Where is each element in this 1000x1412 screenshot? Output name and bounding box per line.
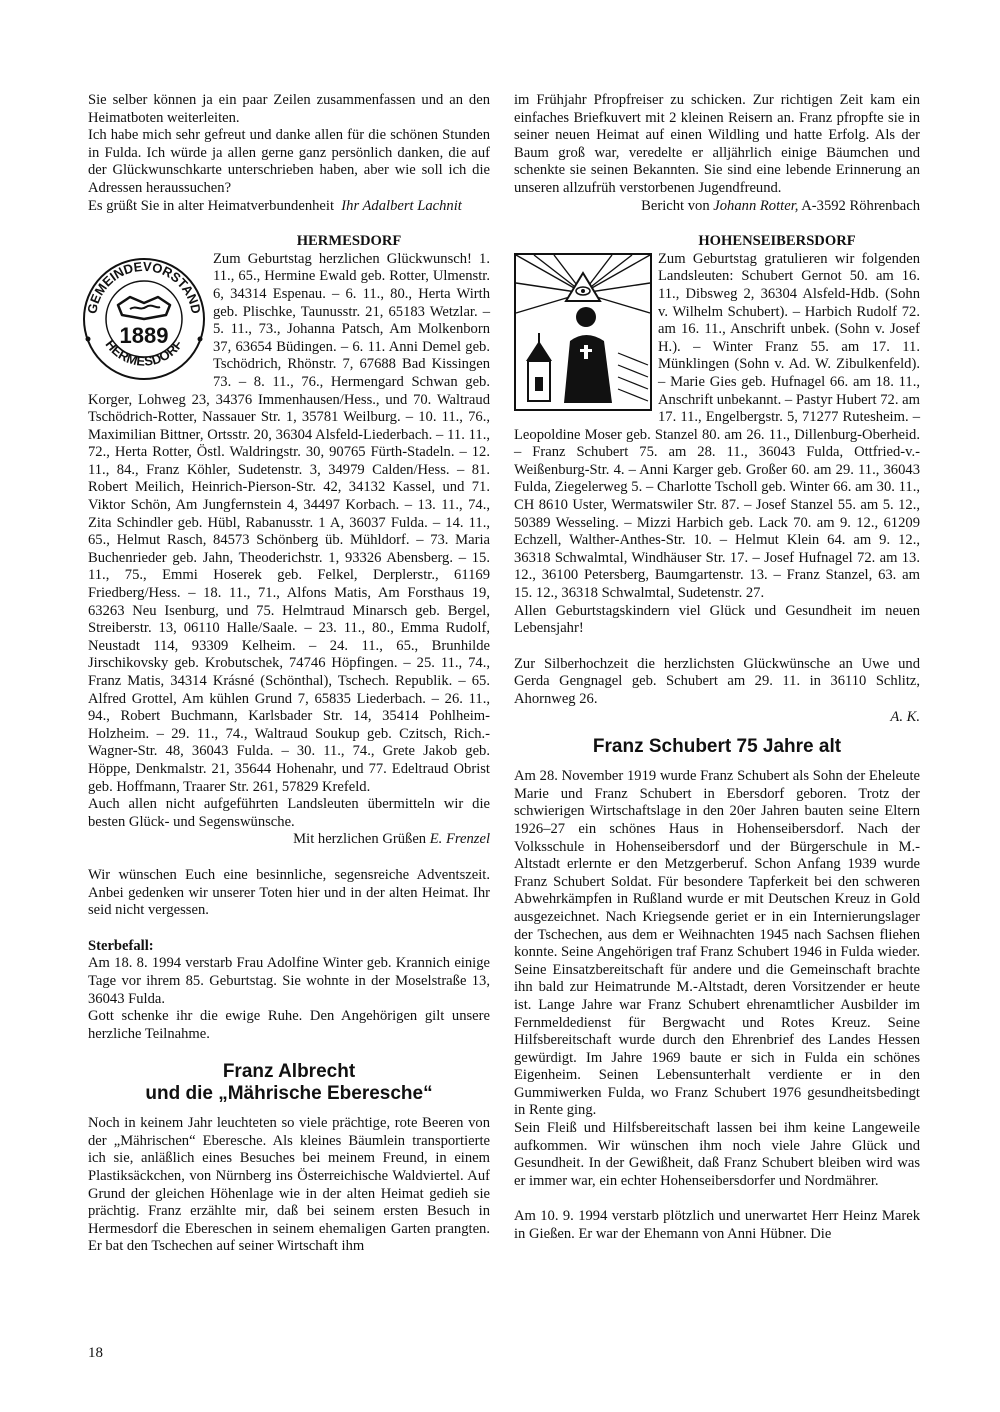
- albrecht-title-line2: und die „Mährische Eberesche“: [145, 1083, 433, 1105]
- report-author: Johann Rotter,: [713, 197, 799, 214]
- eberesche-continuation: im Frühjahr Pfropfreiser zu schicken. Zur richtigen Zeit kam ein einfaches Briefkuvert mit 2 kleinen Reisern an. Franz pfropfte sie in seiner neuen Heimat auf einen Wildling und hatte Erfolg. Als der Baum groß war, veredelte er alljährlich einige Bäumchen und schenkte sie seinen Bekannten. Sie sind eine lebende Erinnerung an unseren allzufrüh verstorbenen Jugendfreund.: [514, 92, 920, 196]
- greeting-signature: Ihr Adalbert Lachnit: [341, 197, 462, 214]
- birthday-wish: Allen Geburtstagskindern viel Glück und Gesundheit im neuen Lebensjahr!: [514, 602, 920, 637]
- intro-paragraph: Sie selber können ja ein paar Zeilen zusammenfassen und an den Heimatboten weiterleiten.: [88, 92, 490, 126]
- svg-text:GEMEINDEVORSTAND: [84, 259, 204, 315]
- seal-top-text: GEMEINDEVORSTAND: [84, 258, 204, 315]
- condolence-paragraph: Gott schenke ihr die ewige Ruhe. Den Angehörigen gilt unsere herzliche Teilnahme.: [88, 1008, 490, 1042]
- hermesdorf-heading: HERMESDORF: [296, 233, 402, 250]
- closing-paragraph: Auch allen nicht aufgeführten Landsleuten übermitteln wir die besten Glück- und Segenswünsche.: [88, 796, 490, 830]
- hermesdorf-birthdays: Zum Geburtstag herzlichen Glückwunsch! 1. 11., 65., Hermine Ewald geb. Rotter, Ulmenstr. 6, 34314 Espenau. – 6. 11., 80., Herta Wirth geb. Plischke, Taunusstr. 21, 65183 Wetzlar. – 5. 11., 73., Johanna Patsch, Am Molkenborn 37, 63654 Büdingen. – 6. 11. Anni Demel geb. Tschödrich, Rhönstr. 7, 67688 Bad Kissingen 73. – 8. 11., 76., Hermengard Schwan geb. Korger, Lohweg 23, 34376 Immenhausen/Hess., und 70. Waltraud Tschödrich-Rotter, Nassauer Str. 1, 35781 Weilburg. – 10. 11., 76., Maximilian Bittner, Ortsstr. 20, 36304 Alsfeld-Liederbach. – 11. 11., 72., Herta Rotter, Östl. Waldringstr. 30, 90765 Fürth-Stadeln. – 12. 11., 84., Franz Köhler, Sudetenstr. 3, 34979 Calden/Hess. – 81. Robert Meilich, Heinrich-Pierson-Str. 42, 34132 Kassel, und 71. Viktor Schön, Am Jungfernstein 4, 34497 Korbach. – 13. 11., 74., Zita Schindler geb. Hübl, Rabanusstr. 1 A, 36037 Fulda. – 14. 11., 65., Helmut Rasch, 84573 Schönberg üb. Mühldorf. – 73. Maria Buchenrieder geb. Jahn, Theoderichstr. 1, 93326 Abensberg. – 15. 11., 75., Emmi Hoserek geb. Felkel, Derplerstr., 61169 Friedberg/Hess. – 18. 11., 71., Alfons Matis, Am Forsthaus 19, 63263 Neu Isenburg, und 75. Helmtraud Minarsch geb. Bergel, Streiberstr. 13, 06110 Halle/Saale. – 23. 11., 80., Emma Rudolf, Neustadt 114, 93309 Kelheim. – 24. 11., 65., Brunhilde Jirschikovsky geb. Krobutschek, 74746 Höpfingen. – 25. 11., 74., Franz Matis, 34314 Krásné (Schönthal), Tschech. Republik. – 65. Alfred Grottel, Am kühlen Grund 7, 65835 Liederbach. – 26. 11., 94., Robert Buchmann, Karlsbader Str. 14, 35414 Pohlheim-Holzheim. – 29. 11., 74., Waltraud Soukup geb. Czitsch, Rich.-Wagner-Str. 48, 36043 Fulda. – 30. 11., 74., Grete Jakob geb. Höppe, Denkmalstr. 21, 35644 Hohenahr, und 77. Edeltraud Obrist geb. Hoffmann, Traarer Str. 261, 57829 Krefeld.: [88, 250, 490, 795]
- schubert-article-title: Franz Schubert 75 Jahre alt: [592, 736, 842, 758]
- left-column: [84, 92, 490, 1256]
- silver-wedding-signature: A. K.: [890, 708, 920, 725]
- woodcut-illustration: [514, 253, 652, 411]
- death-heading: Sterbefall:: [88, 937, 154, 954]
- albrecht-article: Noch in keinem Jahr leuchteten so viele prächtige, rote Beeren von der „Mährischen“ Eberesche. Als kleines Bäumlein transportierte ich sie, anläßlich eines Besuches bei meinem Freund, in einem Plastiksäckchen, von Nürnberg ins Österreichische Waldviertel. Auf Grund der gleichen Höhenlage wie in der alten Heimat gedieh sie prächtig. Franz erzählte mir, daß bei seinem ersten Besuch in Hermesdorf die Ebereschen in seinem ehemaligen Garten prangten. Er bat den Tschechen auf seiner Wirtschaft ihm: [88, 1115, 490, 1255]
- marek-obituary: Am 10. 9. 1994 verstarb plötzlich und unerwartet Herr Heinz Marek in Gießen. Er war der Ehemann von Anni Hübner. Die: [514, 1208, 920, 1243]
- advent-paragraph: Wir wünschen Euch eine besinnliche, segensreiche Adventszeit. Anbei gedenken wir unserer Toten hier und in der alten Heimat. Ihr seid nicht vergessen.: [88, 866, 490, 919]
- handshake-icon: [118, 297, 170, 319]
- page-number: 18: [88, 1345, 103, 1361]
- closing-signature: E. Frenzel: [429, 831, 490, 848]
- thanks-paragraph: Ich habe mich sehr gefreut und danke allen für die schönen Stunden in Fulda. Ich würde ja allen gerne ganz persönlich danken, die auf der Glückwunschkarte unterschrieben haben, aber wie soll ich die Adressen heraussuchen?: [88, 127, 490, 196]
- hohenseibersdorf-heading: HOHENSEIBERSDORF: [698, 233, 856, 250]
- schubert-article-p1: Am 28. November 1919 wurde Franz Schubert als Sohn der Eheleute Marie und Franz Schubert in Ebersdorf geboren. Trotz der schwierigen Wirtschaftslage in den 20er Jahren bauten seine Eltern 1926–27 ein schönes Haus in Hohenseibersdorf. Nach der Volksschule in Hohenseibersdorf und der Bürgerschule in M.-Altstadt erlernte er den Metzgerberuf. Schon Anfang 1939 wurde Franz Schubert Soldat. Für besondere Tapferkeit bei den schweren Abwehrkämpfen in Rußland wurde er mit Deutschen Kreuz in Gold ausgezeichnet. Nach Kriegsende geriet er in ein Internierungslager der Tschechen, aus dem er Weihnachten 1945 nach Sachsen fliehen konnte. Seine Angehörigen traf Franz Schubert 1946 in Fulda wieder. Seine Einsatzbereitschaft für andere und die Gemeinschaft brachte ihn bald zur Heimatrunde M.-Altstadt, deren Vorsitzender er heute ist. Lange Jahre war Franz Schubert ehrenamtlicher Ausbilder im Fernmeldedienst für Bergwacht und Rotes Kreuz. Seine Hilfsbereitschaft wurde durch den Ehrenbrief des Landes Hessen gewürdigt. Im Jahre 1969 baute er sich in Fulda ein schönes Eigenheim. Seinen Lebensunterhalt verdiente er in den Gummiwerken Fulda, wo Franz Schubert 1976 gesundheitsbedingt in Rente ging.: [514, 768, 920, 1119]
- gemeindevorstand-seal: [82, 253, 207, 385]
- closing-signature-line: Mit herzlichen Grüßen E. Frenzel: [293, 831, 490, 848]
- hohenseibersdorf-birthdays: Zum Geburtstag gratulieren wir folgenden Landsleuten: Schubert Gernot 50. am 16. 11., Dibsweg 2, 36304 Alsfeld-Hdb. (Sohn v. Wilhelm Schubert). – Harbich Rudolf 72. am 16. 11., Anschrift unbek. (Sohn v. Josef H.). – Winter Franz 55. am 17. 11. Münklingen (Sohn v. Ad. W. Zibulkenfeld). – Marie Gies geb. Hufnagel 66. am 18. 11., Anschrift unbekannt. – Pastyr Hubert 72. am 17. 11., Engelbergstr. 5, 71277 Rutesheim. – Leopoldine Moser geb. Stanzel 80. am 26. 11., Dillenburg-Oberheid. – Franz Schubert 75. am 28. 11., 36043 Fulda, Ottfried-v.-Weißenburg-Str. 4. – Anni Karger geb. Großer 60. am 29. 11., 36043 Fulda, Ziegelerweg 5. – Charlotte Tscholl geb. Winter 66. am 30. 11., CH 8610 Uster, Wermatswiler Str. 87. – Josef Stanzel 55. am 5. 12., 50389 Wesseling. – Mizzi Harbich geb. Lack 70. am 9. 12., 61209 Echzell, Walther-Anthes-Str. 10. – Helmut Klein 64. am 9. 12., 36318 Schwalmtal, Windhäuser Str. 17. – Josef Hufnagel 72. am 13. 12., 36100 Petersberg, Baumgartenstr. 13. – Franz Stanzel, 63. am 15. 12., 36318 Schwalmtal, Sudetenstr. 27.: [514, 250, 920, 602]
- right-column: [514, 92, 920, 1244]
- schubert-article-p2: Sein Fleiß und Hilfsbereitschaft lassen bei ihm keine Langeweile aufkommen. Wir wünschen ihm noch viele Jahre Glück und Gesundheit. In der Gewißheit, daß Franz Schubert bleiben wird was er immer war, ein echter Hohenseibersdorfer und Nordmährer.: [514, 1120, 920, 1189]
- death-paragraph: Am 18. 8. 1994 verstarb Frau Adolfine Winter geb. Krannich einige Tage vor ihrem 85. Geburtstag. Sie wohnte in der Moselstraße 13, 36043 Fulda.: [88, 955, 490, 1007]
- silver-wedding-paragraph: Zur Silberhochzeit die herzlichsten Glückwünsche an Uwe und Gerda Gengnagel geb. Schubert am 29. 11. in 36110 Schlitz, Ahornweg 26.: [514, 655, 920, 707]
- greeting-line: Es grüßt Sie in alter Heimatverbundenheit Ihr Adalbert Lachnit: [88, 197, 462, 214]
- seal-bottom-text: HERMESDORF: [102, 336, 186, 369]
- report-credit: Bericht von Johann Rotter, A-3592 Röhrenbach: [641, 197, 920, 214]
- albrecht-title-line1: Franz Albrecht: [222, 1061, 356, 1083]
- seal-year: 1889: [119, 322, 169, 348]
